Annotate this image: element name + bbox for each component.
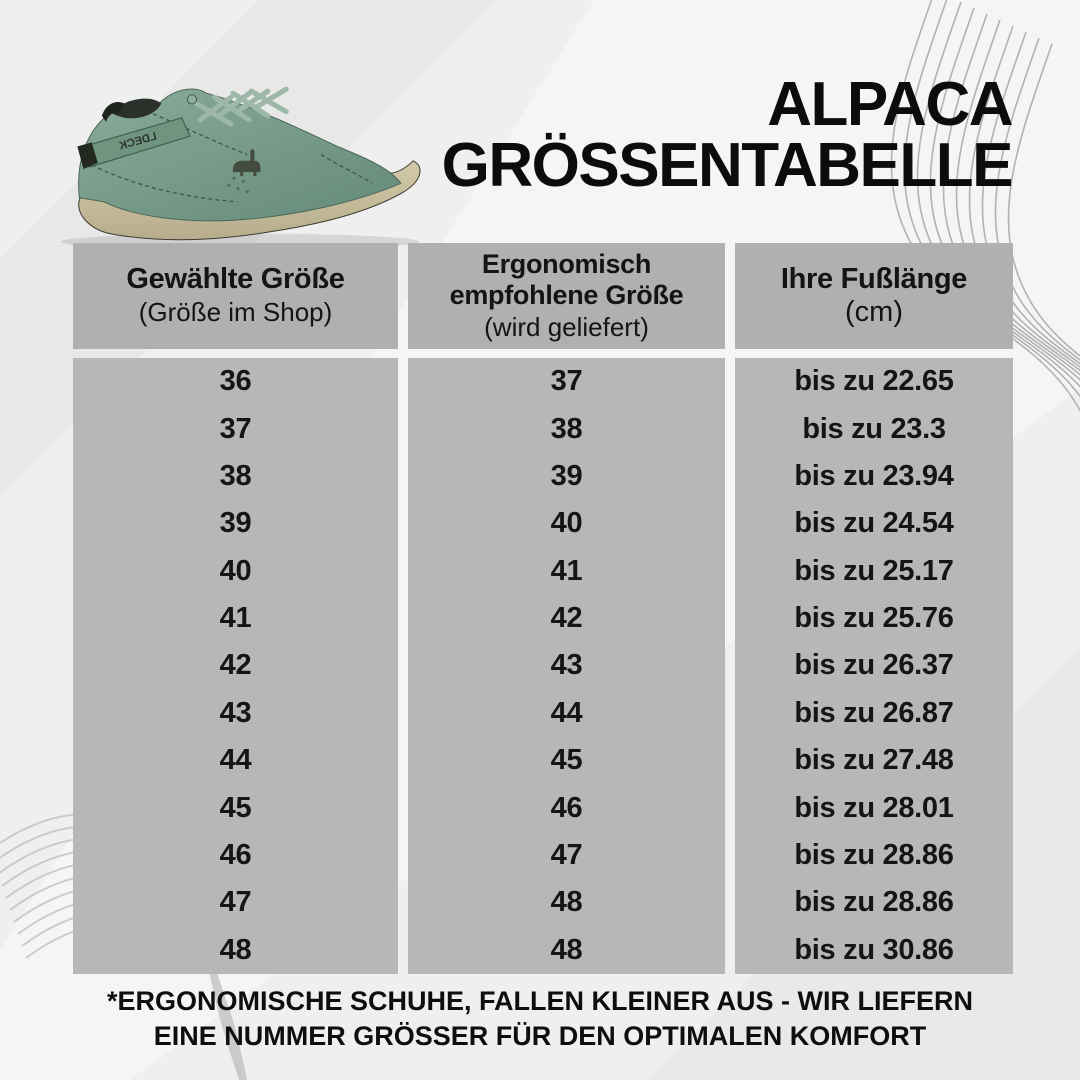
shoe-lace-knot [187, 95, 196, 104]
table-cell-shop: 44 [219, 744, 252, 777]
table-cell-delivered: 41 [550, 554, 583, 587]
table-cell-delivered: 37 [550, 365, 583, 398]
table-cell-delivered: 44 [550, 696, 583, 729]
table-cell-delivered: 47 [550, 838, 583, 871]
header-selected-size [73, 243, 398, 349]
table-cell-foot: bis zu 28.86 [794, 838, 954, 871]
table-cell-shop: 36 [219, 365, 252, 398]
footnote-line2: EINE NUMMER GRÖSSER FÜR DEN OPTIMALEN KOMFORT [153, 1021, 927, 1051]
header-foot-length [735, 243, 1013, 349]
column-delivered-size [408, 358, 725, 974]
page-title-line2: GRÖSSENTABELLE [441, 131, 1012, 200]
table-cell-foot: bis zu 25.17 [794, 554, 954, 587]
table-cell-foot: bis zu 23.3 [802, 412, 946, 445]
table-cell-shop: 40 [219, 554, 252, 587]
product-photo-shoe [30, 40, 440, 255]
page-title-line1: ALPACA [767, 70, 1012, 139]
table-cell-shop: 38 [219, 459, 252, 492]
column-foot-length [735, 358, 1013, 974]
table-cell-shop: 43 [219, 696, 252, 729]
table-cell-delivered: 48 [550, 886, 583, 919]
page-title [441, 70, 1012, 200]
footnote-line1: *ERGONOMISCHE SCHUHE, FALLEN KLEINER AUS - WIR LIEFERN [106, 986, 974, 1016]
table-cell-shop: 45 [219, 791, 252, 824]
table-cell-foot: bis zu 25.76 [794, 602, 954, 635]
table-cell-delivered: 40 [550, 507, 583, 540]
header-selected-size-sub: (Größe im Shop) [138, 297, 333, 327]
table-cell-delivered: 43 [550, 649, 583, 682]
column-shop-size [73, 358, 398, 974]
size-table-header [73, 243, 1013, 349]
table-cell-shop: 42 [219, 649, 252, 682]
footnote [0, 984, 1080, 1054]
table-cell-delivered: 39 [550, 459, 583, 492]
table-cell-shop: 47 [219, 886, 252, 919]
header-recommended-size-sub: (wird geliefert) [484, 311, 649, 342]
table-cell-shop: 39 [219, 507, 252, 540]
table-cell-foot: bis zu 27.48 [794, 744, 954, 777]
size-table [73, 243, 1013, 974]
table-cell-foot: bis zu 28.01 [794, 791, 954, 824]
table-cell-shop: 48 [219, 933, 252, 966]
table-cell-shop: 46 [219, 838, 252, 871]
table-cell-foot: bis zu 28.86 [794, 886, 954, 919]
header-selected-size-main: Gewählte Größe [126, 263, 345, 295]
table-cell-delivered: 42 [550, 602, 583, 635]
table-cell-delivered: 38 [550, 412, 583, 445]
table-cell-foot: bis zu 26.37 [794, 649, 954, 682]
header-foot-length-sub: (cm) [845, 296, 903, 328]
table-cell-foot: bis zu 30.86 [794, 933, 954, 966]
table-cell-shop: 37 [219, 412, 252, 445]
table-cell-foot: bis zu 26.87 [794, 696, 954, 729]
table-cell-delivered: 45 [550, 744, 583, 777]
table-cell-shop: 41 [219, 602, 252, 635]
table-cell-foot: bis zu 22.65 [794, 365, 954, 398]
table-cell-foot: bis zu 23.94 [794, 459, 954, 492]
size-table-body [73, 358, 1013, 974]
header-recommended-size-main: Ergonomisch empfohlene Größe [449, 248, 684, 310]
header-recommended-size [408, 243, 725, 349]
table-cell-delivered: 48 [550, 933, 583, 966]
shoe-strap-brand-text: LDECK [117, 130, 159, 153]
header-foot-length-main: Ihre Fußlänge [780, 263, 968, 295]
table-cell-delivered: 46 [550, 791, 583, 824]
table-cell-foot: bis zu 24.54 [794, 507, 954, 540]
